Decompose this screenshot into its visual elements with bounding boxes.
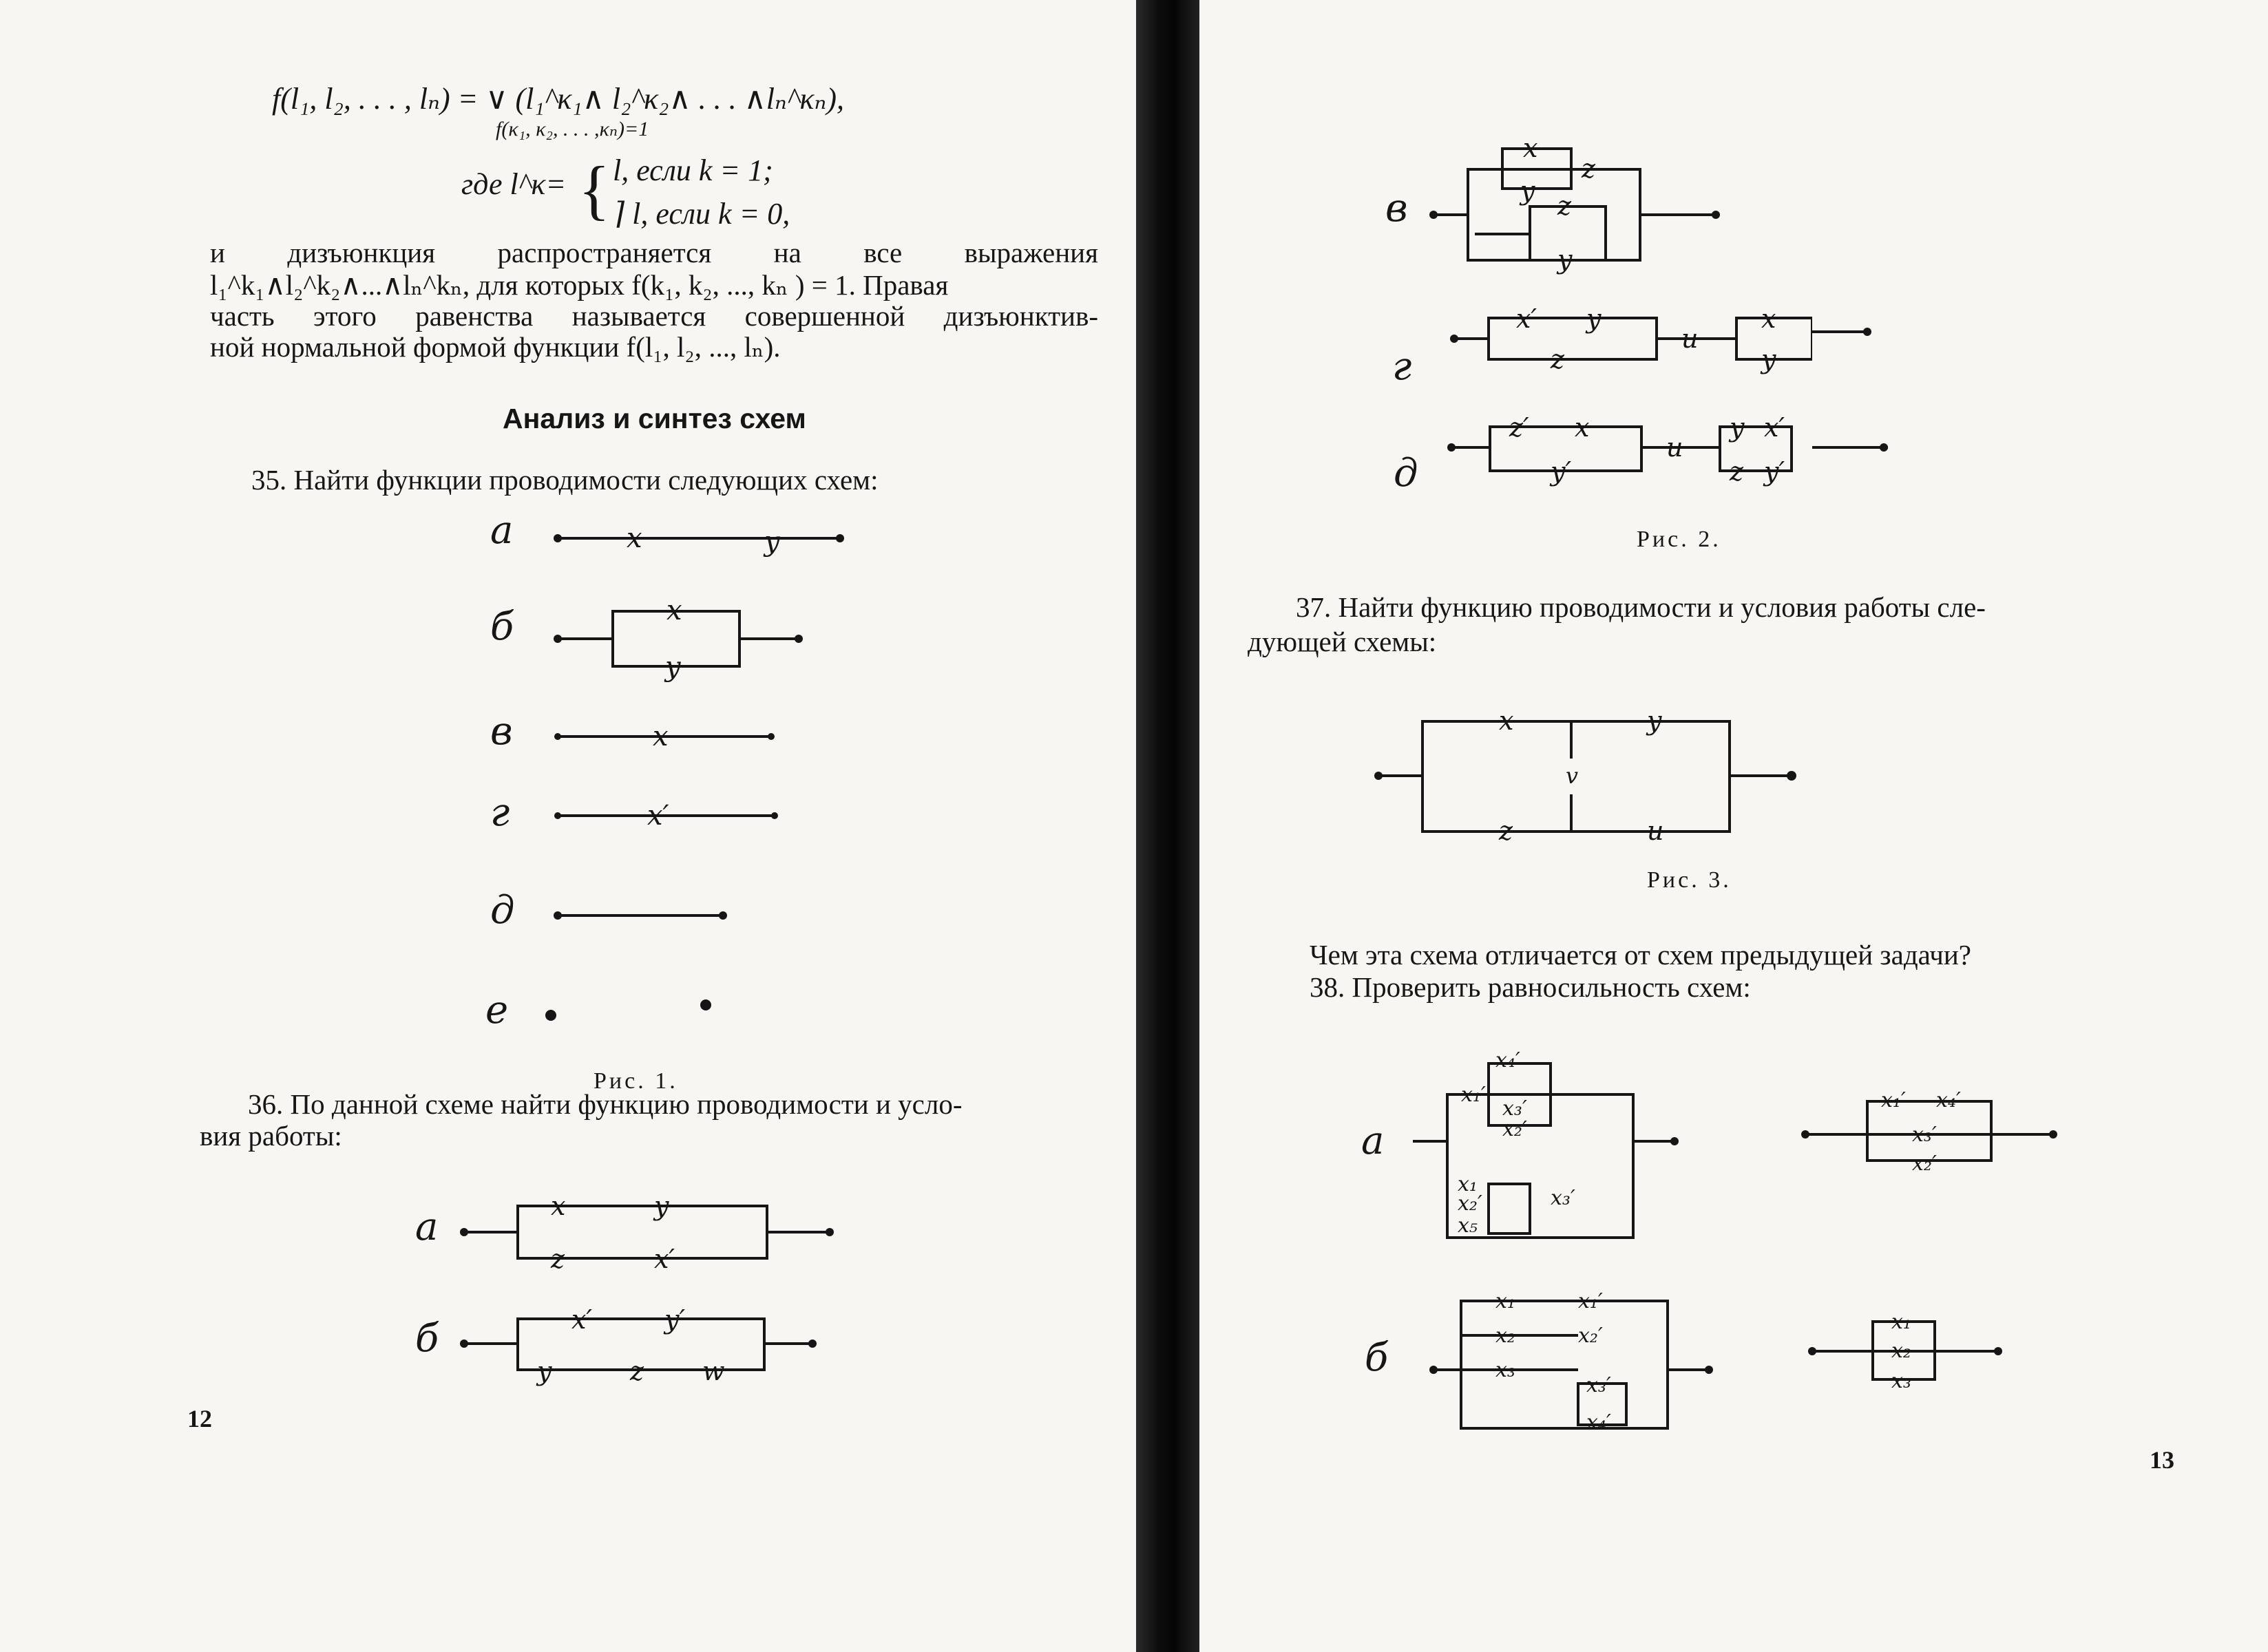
fig2v-x-label: x (1523, 133, 1538, 163)
fig38a-x2p-label: x₂′ (1502, 1117, 1527, 1141)
fig2d-y-label: y (1730, 412, 1745, 443)
problem-37-line-2: дующей схемы: (1248, 626, 1437, 657)
fig3-v-label: v (1566, 763, 1579, 789)
fig36-letter-b: б (415, 1316, 439, 1361)
fig38b-x1-label: x₁ (1495, 1289, 1515, 1313)
fig36b-yp-label: y′ (664, 1304, 686, 1335)
fig2-caption: Рис. 2. (1637, 527, 1721, 552)
fig36a-z-label: z (551, 1244, 565, 1274)
brace: { (578, 153, 611, 226)
fig38ra-x4p-label: x₄′ (1936, 1088, 1961, 1112)
fig38a-x5-label: x₅ (1458, 1214, 1478, 1238)
fig2g-x2-label: x (1761, 304, 1776, 334)
fig1a-x-label: x (627, 522, 642, 554)
paragraph-line-4: ной нормальной формой функции f(l₁, l₂, ..., lₙ). (210, 331, 781, 363)
where-label: где l^κ= (461, 167, 567, 201)
fig2g-y2-label: y (1761, 344, 1776, 374)
fig38a-x4p-label: x₄′ (1495, 1048, 1520, 1072)
fig36b-xp-label: x′ (571, 1304, 593, 1335)
fig38b-x2p-label: x₂′ (1578, 1324, 1603, 1348)
fig38-letter-a: а (1361, 1119, 1385, 1163)
fig2d-z-label: z (1730, 456, 1744, 487)
page-number-left: 12 (187, 1405, 212, 1432)
fig2g-u-label: u (1681, 324, 1699, 354)
fig36a-x-label: x (551, 1191, 566, 1221)
fig2-letter-v: в (1385, 186, 1408, 231)
fig38b-x3p-label: x₃′ (1586, 1373, 1611, 1397)
fig38ra-x3p-label: x₃′ (1912, 1123, 1937, 1147)
figure-3-scheme (1365, 695, 1805, 847)
fig2v-z2-label: z (1557, 191, 1572, 221)
fig36a-xp-label: x′ (654, 1244, 675, 1274)
fig1-letter-a: а (490, 508, 514, 553)
fig2d-u-label: u (1666, 432, 1683, 463)
figure-1-schemes (537, 496, 881, 1032)
fig1b-x-label: x (666, 595, 682, 626)
fig38b-x2-label: x₂ (1495, 1324, 1515, 1348)
problem-36-line-1: 36. По данной схеме найти функцию проводимости и усло- (248, 1088, 963, 1120)
fig38rb-x1-label: x₁ (1891, 1310, 1911, 1334)
fig2v-y-label: y (1520, 176, 1535, 206)
figure-2-output-terminals (1812, 196, 1888, 478)
fig2-letter-g: г (1392, 344, 1412, 389)
fig1a-y-label: y (764, 526, 780, 558)
fig3-caption: Рис. 3. (1647, 867, 1732, 893)
book-spine (1136, 0, 1199, 1652)
fig2v-y2-label: y (1557, 244, 1573, 275)
fig2g-xp-label: x′ (1516, 304, 1537, 334)
fig1-letter-v: в (490, 709, 513, 754)
paragraph-line-3: часть этого равенства называется совершенной дизъюнктив- (210, 300, 1098, 332)
figure-38-right-schemes (1798, 1074, 2074, 1418)
figure-36-schemes (454, 1191, 854, 1397)
formula-main: f(l₁, l₂, . . . , lₙ) = ∨ (l₁^κ₁∧ l₂^κ₂∧ . . . ∧lₙ^κₙ), (272, 82, 845, 116)
figure-2-schemes (1427, 131, 1812, 516)
case-2: ⌉ l, если k = 0, (613, 197, 790, 231)
page-number-right: 13 (2150, 1446, 2174, 1474)
fig2v-z1-label: z (1582, 153, 1596, 184)
fig1-caption: Рис. 1. (594, 1068, 678, 1094)
fig36b-y-label: y (537, 1356, 552, 1386)
fig2d-yp2-label: y′ (1764, 456, 1785, 487)
fig2-letter-d: д (1394, 451, 1418, 496)
fig1-letter-d: д (490, 888, 515, 933)
section-heading: Анализ и синтез схем (503, 403, 806, 434)
fig2g-y-label: y (1586, 304, 1602, 334)
paragraph-line-1: и дизъюнкция распространяется на все выражения (210, 237, 1098, 268)
fig1-letter-g: г (490, 790, 510, 835)
fig38ra-x2p-label: x₂′ (1912, 1152, 1937, 1176)
fig2g-z-label: z (1551, 344, 1565, 374)
fig38b-x4p-label: x₄′ (1586, 1410, 1611, 1434)
fig1b-y-label: y (665, 651, 681, 683)
case-1: l, если k = 1; (613, 153, 773, 187)
fig2d-xp-label: x′ (1764, 412, 1785, 443)
right-page (1199, 0, 2268, 1652)
fig38a-x1-label: x₁ (1458, 1172, 1478, 1196)
fig38b-x3-label: x₃ (1495, 1358, 1515, 1382)
fig38rb-x3-label: x₃ (1891, 1369, 1911, 1393)
problem-35: 35. Найти функции проводимости следующих схем: (251, 464, 879, 496)
fig38a-x3p2-label: x₃′ (1551, 1186, 1575, 1210)
fig36b-z-label: z (630, 1356, 644, 1386)
problem-38: 38. Проверить равносильность схем: (1310, 971, 1751, 1003)
fig1-letter-e: е (485, 988, 509, 1032)
fig38a-x2p2-label: x₂′ (1458, 1192, 1482, 1216)
question-line: Чем эта схема отличается от схем предыдущей задачи? (1310, 939, 1971, 971)
fig2d-x-label: x (1575, 412, 1590, 443)
formula-subscript: f(κ₁, κ₂, . . . ,κₙ)=1 (496, 118, 649, 140)
fig38-letter-b: б (1365, 1335, 1389, 1380)
problem-36-line-2: вия работы: (200, 1120, 342, 1152)
fig36b-w-label: w (702, 1356, 725, 1386)
fig3-u-label: u (1647, 816, 1664, 846)
fig2d-zp-label: z′ (1509, 412, 1529, 443)
fig36-letter-a: а (415, 1205, 439, 1249)
fig38rb-x2-label: x₂ (1891, 1339, 1911, 1363)
fig38ra-x1p-label: x₁′ (1881, 1088, 1906, 1112)
fig38b-x1p-label: x₁′ (1578, 1289, 1603, 1313)
fig1-letter-b: б (490, 604, 514, 649)
paragraph-line-2: l₁^k₁∧l₂^k₂∧...∧lₙ^kₙ, для которых f(k₁, k₂, ..., kₙ ) = 1. Правая (210, 269, 949, 301)
fig3-x-label: x (1499, 706, 1514, 736)
fig3-z-label: z (1499, 816, 1513, 846)
fig38a-x1p-label: x₁′ (1461, 1083, 1486, 1107)
fig1g-xp-label: x′ (647, 800, 669, 832)
fig36a-y-label: y (654, 1191, 669, 1221)
fig38a-x3p-label: x₃′ (1502, 1097, 1527, 1121)
problem-37-line-1: 37. Найти функцию проводимости и условия работы сле- (1296, 591, 1986, 623)
fig1v-x-label: x (653, 721, 669, 752)
fig3-y-label: y (1647, 706, 1662, 736)
fig2d-yp-label: y′ (1551, 456, 1572, 487)
